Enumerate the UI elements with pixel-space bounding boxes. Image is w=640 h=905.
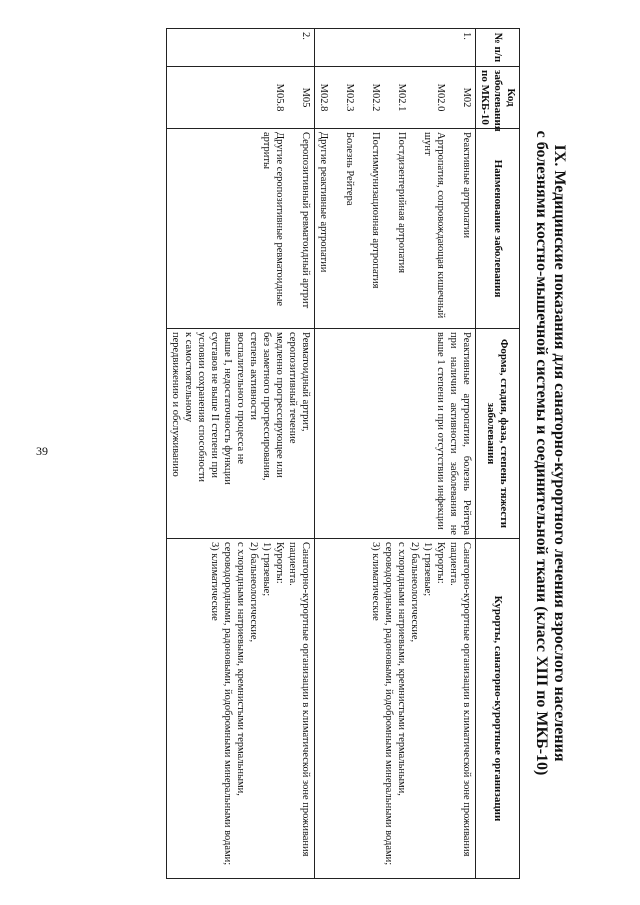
form-line: степень активности [248, 332, 259, 421]
form-line: воспалительного процесса не [235, 332, 246, 465]
form-line: Ревматоидный артрит, [300, 332, 311, 432]
disease-name: Постдизентерийная артропатия [396, 132, 407, 274]
form-line: без заметного прогрессирования, [261, 332, 272, 481]
disease-name: Другие серопозитивные ревматоидные артриты [261, 132, 285, 307]
code: M02.2 [370, 83, 381, 112]
resort-line: 3) климатические [209, 542, 220, 621]
resort-line: Курорты: [274, 542, 285, 584]
code-cell [315, 67, 476, 129]
form-line: передвижению и обслуживанию [170, 332, 181, 477]
disease-name-cell [167, 129, 315, 329]
form-line: суставов не выше II степени при [209, 332, 220, 478]
code: M02.1 [396, 83, 407, 112]
resort-line: 2) бальнеологические, [409, 542, 420, 643]
row-number: 1. [315, 29, 476, 67]
code: M02 [461, 87, 472, 108]
rotated-page [48, 28, 568, 878]
table-row [167, 29, 315, 879]
resorts-cell [315, 539, 476, 879]
form-line: выше I, недостаточность функции [222, 332, 233, 485]
resort-line: 1) грязевые; [261, 542, 272, 597]
header-name: Наименование заболевания [476, 129, 520, 329]
header-resorts: Курорты, санаторно-курортные организации [476, 539, 520, 879]
disease-name: Серопозитивный ревматоидный артрит [300, 132, 311, 309]
title-line-2: с болезнями костно-мышечной системы и соединительной ткани (класс XIII по МКБ-10) [533, 130, 550, 776]
disease-name: Болезнь Рейтера [344, 132, 355, 206]
resort-line: с хлоридными натриевыми, кремнистыми термальными, сероводородными, радоновыми, йодобромными минеральными водами; [383, 542, 407, 866]
resort-line: Санаторно-курортные организации в климатической зоне проживания пациента. [287, 542, 311, 857]
form-line: к самостоятельному [183, 332, 194, 423]
title-line-1: IX. Медицинские показания для санаторно-курортного лечения взрослого населения [551, 144, 568, 762]
form-line: серопозитивный течение [287, 332, 298, 444]
code: M05.8 [274, 83, 285, 112]
row-number: 2. [167, 29, 315, 67]
disease-name: Артропатия, сопровождающая кишечный шунт [422, 132, 446, 319]
code: M05 [300, 87, 311, 108]
form-line: медленно прогрессирующее или [274, 332, 285, 478]
disease-name: Реактивные артропатии [461, 132, 472, 239]
resort-line: с хлоридными натриевыми, кремнистыми термальными, сероводородными, радоновыми, йодобромными минеральными водами; [222, 542, 246, 866]
resorts-cell [167, 539, 315, 879]
resort-line: Курорты: [435, 542, 446, 584]
header-num: № п/п [476, 29, 520, 67]
resort-line: 2) бальнеологические, [248, 542, 259, 643]
disease-name: Постиммунизационная артропатия [370, 132, 381, 289]
table-row [315, 29, 476, 879]
table-header-row [476, 29, 520, 879]
resort-line: Санаторно-курортные организации в климатической зоне проживания пациента. [448, 542, 472, 857]
form-cell [167, 329, 315, 539]
page-title [532, 38, 568, 868]
form-line: условии сохранения способности [196, 332, 207, 483]
resort-line: 1) грязевые; [422, 542, 433, 597]
code: M02.3 [344, 83, 355, 112]
code-cell [167, 67, 315, 129]
header-form: Форма, стадия, фаза, степень тяжести заболевания [476, 329, 520, 539]
indications-table [166, 28, 520, 879]
form-cell: Реактивные артропатии, болезнь Рейтера при наличии активности заболевания не выше 1 степени и при отсутствии инфекции [315, 329, 476, 539]
page-number: 39 [36, 444, 48, 458]
disease-name-cell [315, 129, 476, 329]
code: M02.0 [435, 83, 446, 112]
code: M02.8 [318, 83, 329, 112]
resort-line: 3) климатические [370, 542, 381, 621]
disease-name: Другие реактивные артропатии [318, 132, 329, 273]
header-code: Код заболевания по МКБ-10 [476, 67, 520, 129]
